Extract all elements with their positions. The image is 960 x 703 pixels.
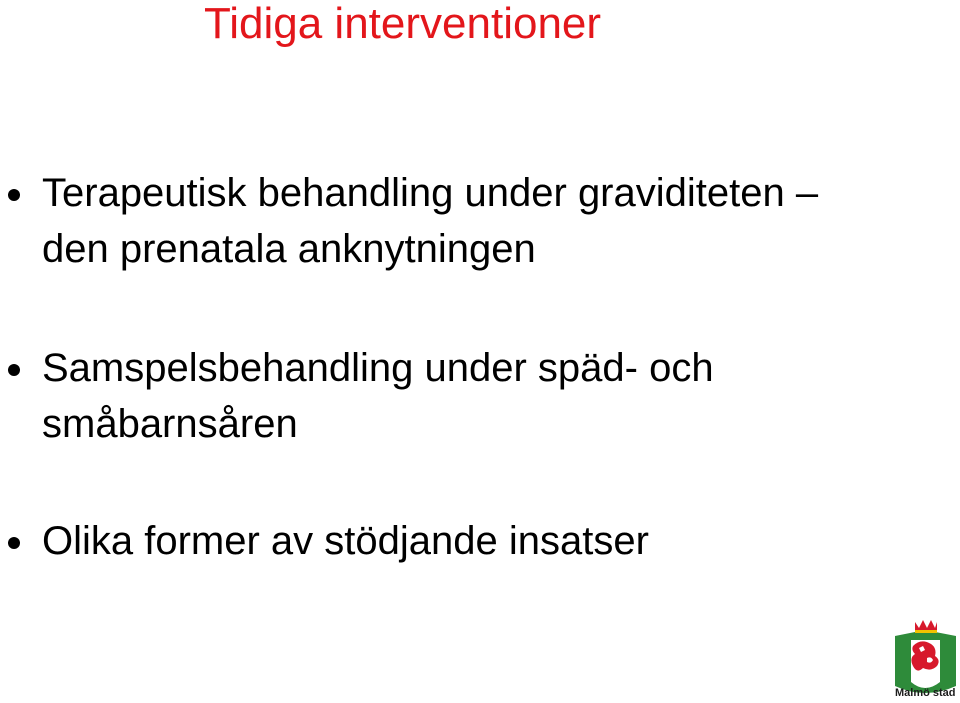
bullet-dot-icon xyxy=(8,189,20,201)
bullet-line: Olika former av stödjande insatser xyxy=(42,519,649,563)
bullet-text xyxy=(42,340,714,452)
bullet-dot-icon xyxy=(8,537,20,549)
bullet-line: småbarnsåren xyxy=(42,402,298,446)
slide-title: Tidiga interventioner xyxy=(204,0,602,48)
bullet-dot-icon xyxy=(8,364,20,376)
bullet-text xyxy=(42,165,818,277)
bullet-line: Terapeutisk behandling under graviditeten – xyxy=(42,171,819,215)
bullet-text xyxy=(42,513,649,569)
logo-label: Malmö stad xyxy=(895,687,956,699)
bullet-line: den prenatala anknytningen xyxy=(42,227,536,271)
bullet-line: Samspelsbehandling under späd- och xyxy=(42,346,714,390)
